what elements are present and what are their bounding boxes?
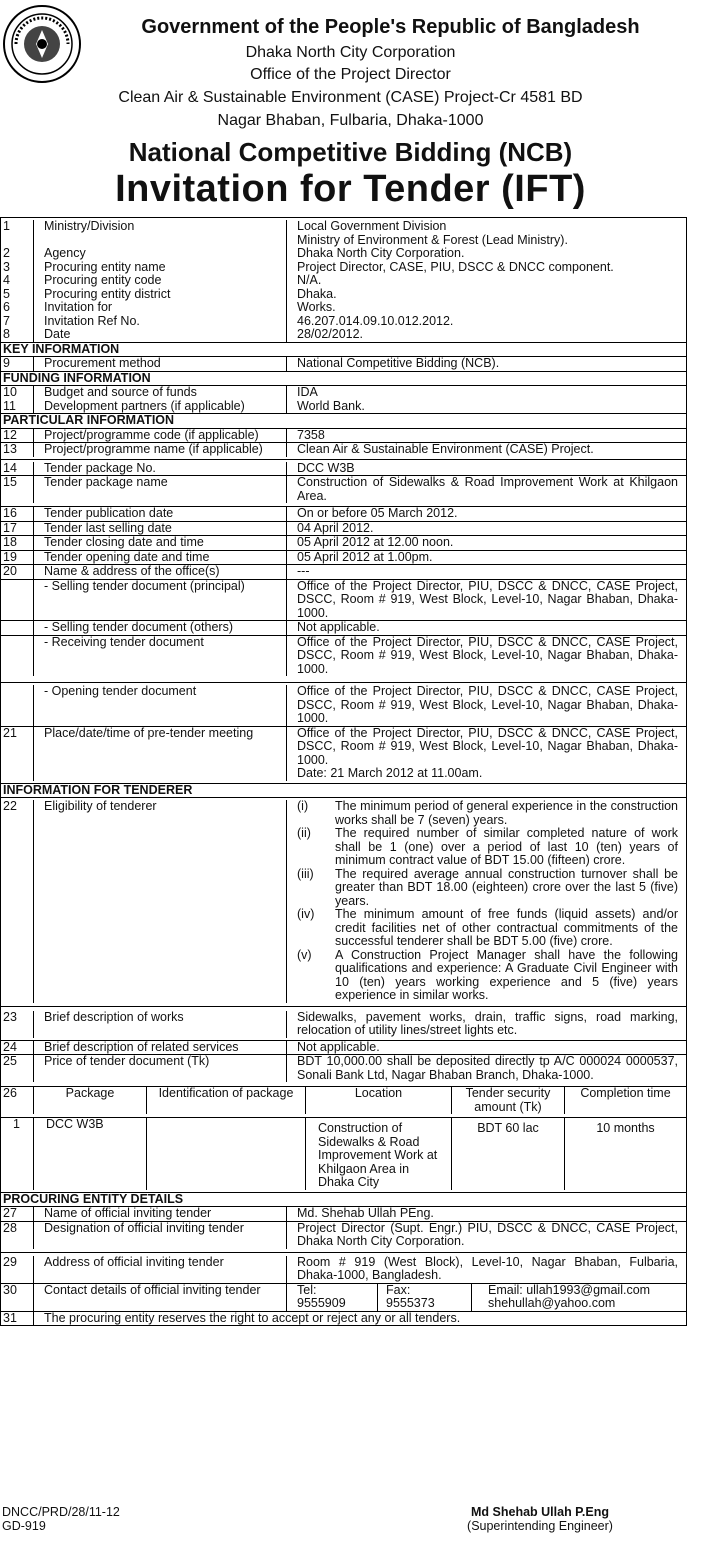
list-item: (iv) The minimum amount of free funds (liquid assets) and/or credit facilities net of other contractual commitments of the successful tenderer shall be BDT 5.00 (five) crore. [297,907,678,948]
table-row: 18 Tender closing date and time 05 April 2012 at 12.00 noon. [1,536,686,551]
list-item: (i) The minimum period of general experience in the construction works shall be 7 (seven) years. [297,799,678,827]
bidding-type-title: National Competitive Bidding (NCB) [128,137,573,167]
government-title: Government of the People's Republic of Bangladesh [141,16,640,38]
table-row: 16 Tender publication date On or before 05 March 2012. [1,507,686,522]
eligibility-list [297,800,678,1003]
table-row: 12 Project/programme code (if applicable) 7358 [1,429,686,444]
list-item: (iii) The required average annual construction turnover shall be greater than BDT 18.00 (eighteen) crore over the last 5 (five) years. [297,866,678,908]
table-row: 21 Place/date/time of pre-tender meeting Office of the Project Director, PIU, DSCC & DNCC, CASE Project, DSCC, Room # 919, West Block, Level-10, Nagar Bhaban, Dhaka-1000. Date: 21 March 2012 at 11.00am. [1,727,686,784]
list-item: (v) A Construction Project Manager shall have the following qualifications and experience: A Graduate Civil Engineer with 10 (ten) years working experience and 5 (five) years experience in similar works. [297,947,678,1002]
table-row: 9 Procurement method National Competitive Bidding (NCB). [1,357,686,372]
table-row: - Receiving tender document Office of the Project Director, PIU, DSCC & DNCC, CASE Project, DSCC, Room # 919, West Block, Level-10, Nagar Bhaban, Dhaka-1000. [1,636,686,684]
table-row: 25 Price of tender document (Tk) BDT 10,000.00 shall be deposited directly tp A/C 000024 0000537, Sonali Bank Ltd, Nagar Bhaban Branch, Dhaka-1000. [1,1055,686,1087]
gd-number: GD-919 [2,1518,46,1533]
project-name: Clean Air & Sustainable Environment (CASE) Project-Cr 4581 BD [118,89,583,106]
table-row: 20 Name & address of the office(s) --- [1,565,686,580]
table-row: 14 Tender package No. DCC W3B [1,460,686,477]
reference-number: DNCC/PRD/28/11-12 [2,1505,120,1519]
table-row: 15 Tender package name Construction of Sidewalks & Road Improvement Work at Khilgaon Area. [1,476,686,507]
table-row: 1 2 3 4 5 6 7 8 Ministry/Division Agency Procuring entity name Procuring entity code Procuring entity district Invitation for Invitation Ref No. Date Local Government Division Ministry of Environment & Forest (Lead Ministry). Dhaka North City Corporation. Project Director, CASE, PIU, DSCC & DNCC component. N/A. Dhaka. Works. 46.207.014.09.10.012.2012. 28/02/2012. [1,218,686,343]
table-row: - Selling tender document (principal) Office of the Project Director, PIU, DSCC & DNCC, CASE Project, DSCC, Room # 919, West Block, Level-10, Nagar Bhaban, Dhaka-1000. [1,580,686,622]
table-row: - Opening tender document Office of the Project Director, PIU, DSCC & DNCC, CASE Project, DSCC, Room # 919, West Block, Level-10, Nagar Bhaban, Dhaka-1000. [1,683,686,727]
table-row: 29 Address of official inviting tender Room # 919 (West Block), Level-10, Nagar Bhaban, Fulbaria, Dhaka-1000, Bangladesh. [1,1253,686,1284]
corporation-name: Dhaka North City Corporation [245,44,456,61]
table-row: 10 11 Budget and source of funds Development partners (if applicable) IDA World Bank. [1,386,686,414]
table-row: - Selling tender document (others) Not applicable. [1,621,686,636]
tender-table [0,217,687,1326]
package-table-row: 1 DCC W3B Construction of Sidewalks & Road Improvement Work at Khilgaon Area in Dhaka City BDT 60 lac 10 months [1,1118,686,1193]
section-heading-funding: FUNDING INFORMATION [1,372,686,387]
page-title: Invitation for Tender (IFT) [115,168,586,210]
table-row: 19 Tender opening date and time 05 April 2012 at 1.00pm. [1,551,686,566]
table-row: 23 Brief description of works Sidewalks, pavement works, drain, traffic signs, road marking, relocation of utility lines/street lights etc. [1,1007,686,1041]
list-item: (ii) The required number of similar completed nature of work shall be 1 (one) over a period of last 10 (ten) years of minimum contract value of BDT 15.00 (fifteen) crore. [297,826,678,867]
table-row: 27 Name of official inviting tender Md. Shehab Ullah PEng. [1,1207,686,1222]
section-heading-procuring: PROCURING ENTITY DETAILS [1,1193,686,1208]
signatory-title: (Superintending Engineer) [467,1518,613,1533]
section-heading-particular: PARTICULAR INFORMATION [1,414,686,429]
section-heading-key: KEY INFORMATION [1,343,686,358]
table-row: 30 Contact details of official inviting tender Tel: 9555909 Fax: 9555373 Email: ullah1993@gmail.com shehullah@yahoo.com [1,1284,686,1312]
notice-header [0,0,701,217]
table-row: 28 Designation of official inviting tender Project Director (Supt. Engr.) PIU, DSCC & DNCC, CASE Project, Dhaka North City Corporation. [1,1222,686,1253]
table-row: 13 Project/programme name (if applicable) Clean Air & Sustainable Environment (CASE) Project. [1,443,686,460]
table-row: 31 The procuring entity reserves the right to accept or reject any or all tenders. [1,1312,686,1327]
section-heading-tenderer: INFORMATION FOR TENDERER [1,784,686,799]
signatory-name: Md Shehab Ullah P.Eng [471,1505,609,1519]
table-row: 22 Eligibility of tenderer (i) The minimum period of general experience in the construction works shall be 7 (seven) years. (ii) The required number of similar completed nature of work shall be 1 (one) over a period of last 10 (ten) years of minimum contract value of BDT 15.00 (fifteen) crore. (iii) The required average annual construction turnover shall be greater than BDT 18.00 (eighteen) crore over the last 5 (five) years. (iv) The minimum amount of free funds (liquid assets) and/or credit facilities net of other contractual commitments of the successful tenderer shall be BDT 5.00 (five) crore. (v) A Construction Project Manager shall have the following qualifications and experience: A Graduate Civil Engineer with 10 (ten) years working experience and 5 (five) years experience in similar works. [1,798,686,1007]
table-row: 17 Tender last selling date 04 April 2012. [1,522,686,537]
office-address: Nagar Bhaban, Fulbaria, Dhaka-1000 [217,112,484,129]
table-row: 24 Brief description of related services Not applicable. [1,1041,686,1056]
package-table-header: 26 Package Identification of package Location Tender security amount (Tk) Completion time [1,1087,686,1118]
office-name: Office of the Project Director [250,66,451,83]
